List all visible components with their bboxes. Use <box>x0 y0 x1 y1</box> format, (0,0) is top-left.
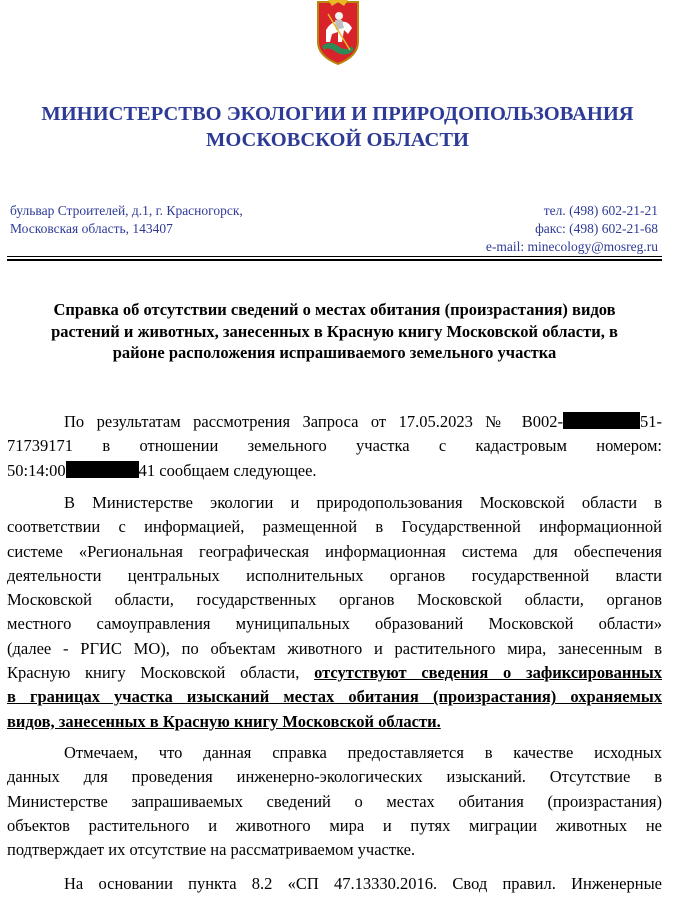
fax: факс: (498) 602-21-68 <box>535 221 658 236</box>
paragraph-basis <box>7 872 662 896</box>
text-line: объектов растительного и животного мира и путях миграции животных не <box>7 815 662 835</box>
text-line: деятельности центральных исполнительных органов государственной власти <box>7 565 662 585</box>
paragraph-request <box>7 410 662 483</box>
text-line: данных для проведения инженерно-экологических изысканий. Отсутствие в <box>7 767 662 787</box>
text-line: (далее - РГИС МО), по объектам животного и растительного мира, занесенным в <box>7 638 662 658</box>
paragraph-note <box>7 741 662 862</box>
document-title <box>7 299 662 364</box>
header-divider-thin <box>7 256 662 257</box>
text-line: системе «Региональная географическая информационная система для обеспечения <box>7 541 662 561</box>
address-line1: бульвар Строителей, д.1, г. Красногорск, <box>10 203 243 218</box>
text-line: Красную книгу Московской области, отсутствуют сведения о зафиксированных <box>7 663 663 683</box>
text-line: местного самоуправления муниципальных образований Московской области» <box>7 614 662 634</box>
phone: тел. (498) 602-21-21 <box>543 203 658 218</box>
paragraph-findings <box>7 491 662 734</box>
ministry-name-line2: МОСКОВСКОЙ ОБЛАСТИ <box>206 129 469 151</box>
key-finding-line: видов, занесенных в Красную книгу Московской области. <box>7 711 441 731</box>
title-line1: Справка об отсутствии сведений о местах обитания (произрастания) видов <box>53 300 616 319</box>
text-line: 71739171 в отношении земельного участка с кадастровым номером: <box>7 436 662 456</box>
address-line2: Московская область, 143407 <box>10 221 173 236</box>
text-line: Отмечаем, что данная справка предоставляется в качестве исходных <box>64 743 662 762</box>
text-line: Министерстве запрашиваемых сведений о местах обитания (произрастания) <box>7 791 662 811</box>
text-line: Московской области, государственных органов Московской области, органов <box>7 590 662 610</box>
text-line: 50:14:00 41 сообщаем следующее. <box>7 460 317 480</box>
contacts-block <box>486 202 658 256</box>
key-finding-line: в границах участка изысканий местах обитания (произрастания) охраняемых <box>7 687 662 707</box>
title-line2: растений и животных, занесенных в Красную книгу Московской области, в <box>51 321 618 341</box>
address-block <box>10 202 243 238</box>
text-line: соответствии с информацией, размещенной в Государственной информационной <box>7 517 662 537</box>
title-line3: районе расположения испрашиваемого земельного участка <box>112 343 557 362</box>
header-divider-thick <box>7 259 662 261</box>
key-finding: отсутствуют сведения о зафиксированных <box>314 663 663 683</box>
coat-of-arms-icon <box>308 0 368 66</box>
email: e-mail: minecology@mosreg.ru <box>485 239 658 254</box>
text-line: подтверждает их отсутствие на рассматриваемом участке. <box>7 840 416 860</box>
text-line: По результатам рассмотрения Запроса от 17.05.2023 № B002- 51- <box>64 412 662 431</box>
text-line: На основании пункта 8.2 «СП 47.13330.2016. Свод правил. Инженерные <box>64 874 662 893</box>
redaction-block <box>66 461 139 478</box>
ministry-name-line1: МИНИСТЕРСТВО ЭКОЛОГИИ И ПРИРОДОПОЛЬЗОВАНИЯ <box>41 103 634 125</box>
redaction-block <box>563 412 640 429</box>
text-line: В Министерстве экологии и природопользования Московской области в <box>64 493 662 512</box>
